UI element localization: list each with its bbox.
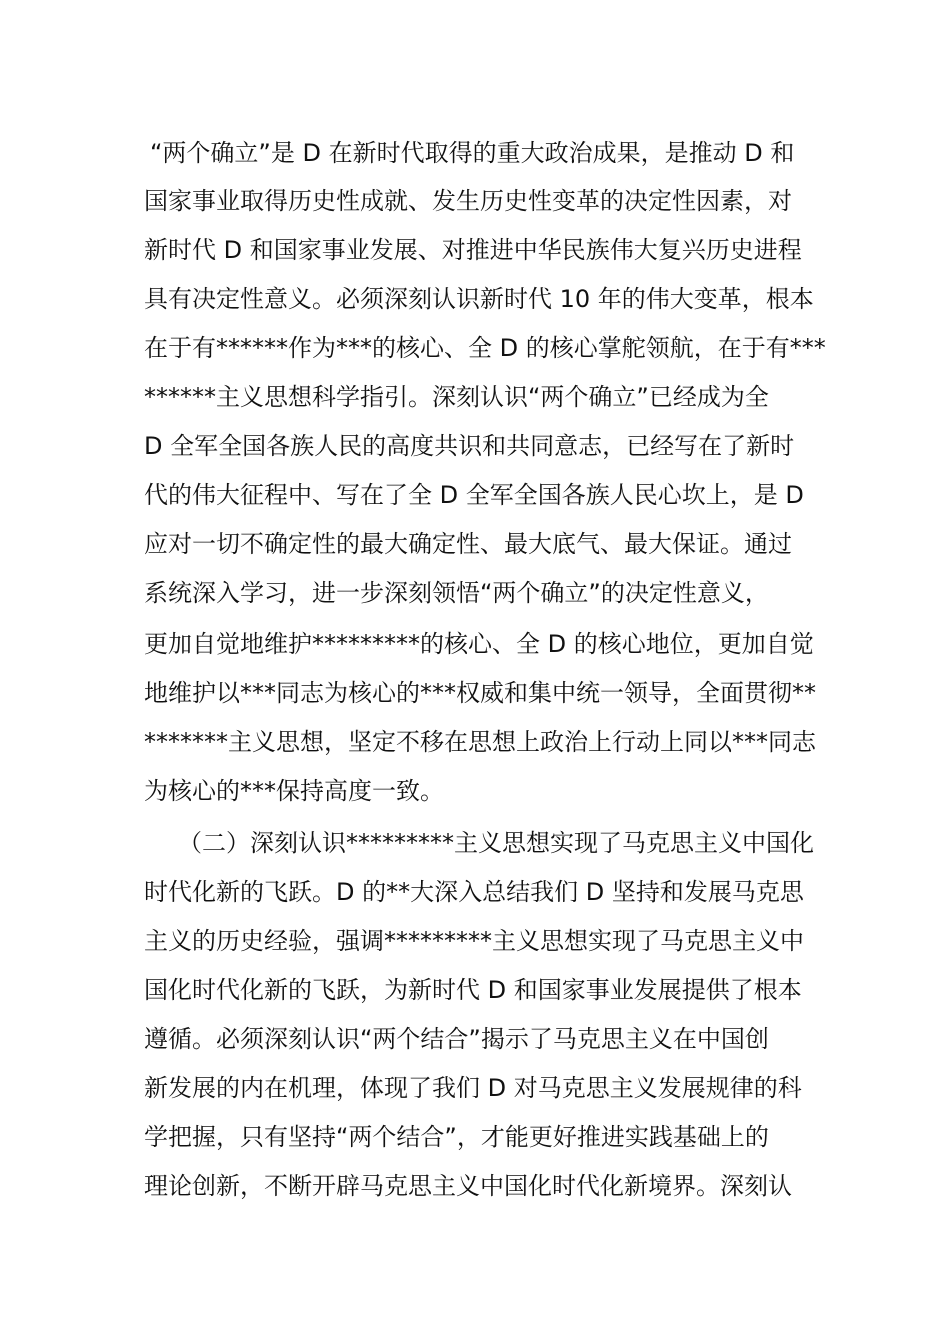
text-line: 系统深入学习，进一步深刻领悟“两个确立”的决定性意义， (144, 579, 769, 607)
text-line: 时代化新的飞跃。D 的**大深入总结我们 D 坚持和发展马克思 (144, 878, 804, 906)
text-line: 在于有******作为***的核心、全 D 的核心掌舵领航，在于有*** (144, 334, 826, 362)
text-line: 具有决定性意义。必须深刻认识新时代 10 年的伟大变革，根本 (144, 285, 814, 313)
text-line: 代的伟大征程中、写在了全 D 全军全国各族人民心坎上，是 D (144, 481, 804, 509)
text-line: 理论创新，不断开辟马克思主义中国化时代化新境界。深刻认 (144, 1172, 792, 1200)
text-line: 新时代 D 和国家事业发展、对推进中华民族伟大复兴历史进程 (144, 236, 802, 264)
text-line: 新发展的内在机理，体现了我们 D 对马克思主义发展规律的科 (144, 1074, 802, 1102)
text-line: 地维护以***同志为核心的***权威和集中统一领导，全面贯彻** (144, 679, 816, 707)
text-line: 为核心的***保持高度一致。 (144, 777, 444, 805)
text-line: 遵循。必须深刻认识“两个结合”揭示了马克思主义在中国创 (144, 1025, 769, 1053)
text-line: 应对一切不确定性的最大确定性、最大底气、最大保证。通过 (144, 530, 792, 558)
text-line: 国家事业取得历史性成就、发生历史性变革的决定性因素，对 (144, 187, 792, 215)
text-line: 国化时代化新的飞跃，为新时代 D 和国家事业发展提供了根本 (144, 976, 802, 1004)
text-line: D 全军全国各族人民的高度共识和共同意志，已经写在了新时 (144, 432, 795, 460)
text-line: “两个确立”是 D 在新时代取得的重大政治成果，是推动 D 和 (150, 139, 795, 167)
section-heading-line: （二）深刻认识*********主义思想实现了马克思主义中国化 (178, 829, 814, 857)
text-line: 主义的历史经验，强调*********主义思想实现了马克思主义中 (144, 927, 804, 955)
text-line: *******主义思想，坚定不移在思想上政治上行动上同以***同志 (144, 728, 816, 756)
text-line: ******主义思想科学指引。深刻认识“两个确立”已经成为全 (144, 383, 769, 411)
text-line: 学把握，只有坚持“两个结合”，才能更好推进实践基础上的 (144, 1123, 769, 1151)
text-line: 更加自觉地维护*********的核心、全 D 的核心地位，更加自觉 (144, 630, 814, 658)
